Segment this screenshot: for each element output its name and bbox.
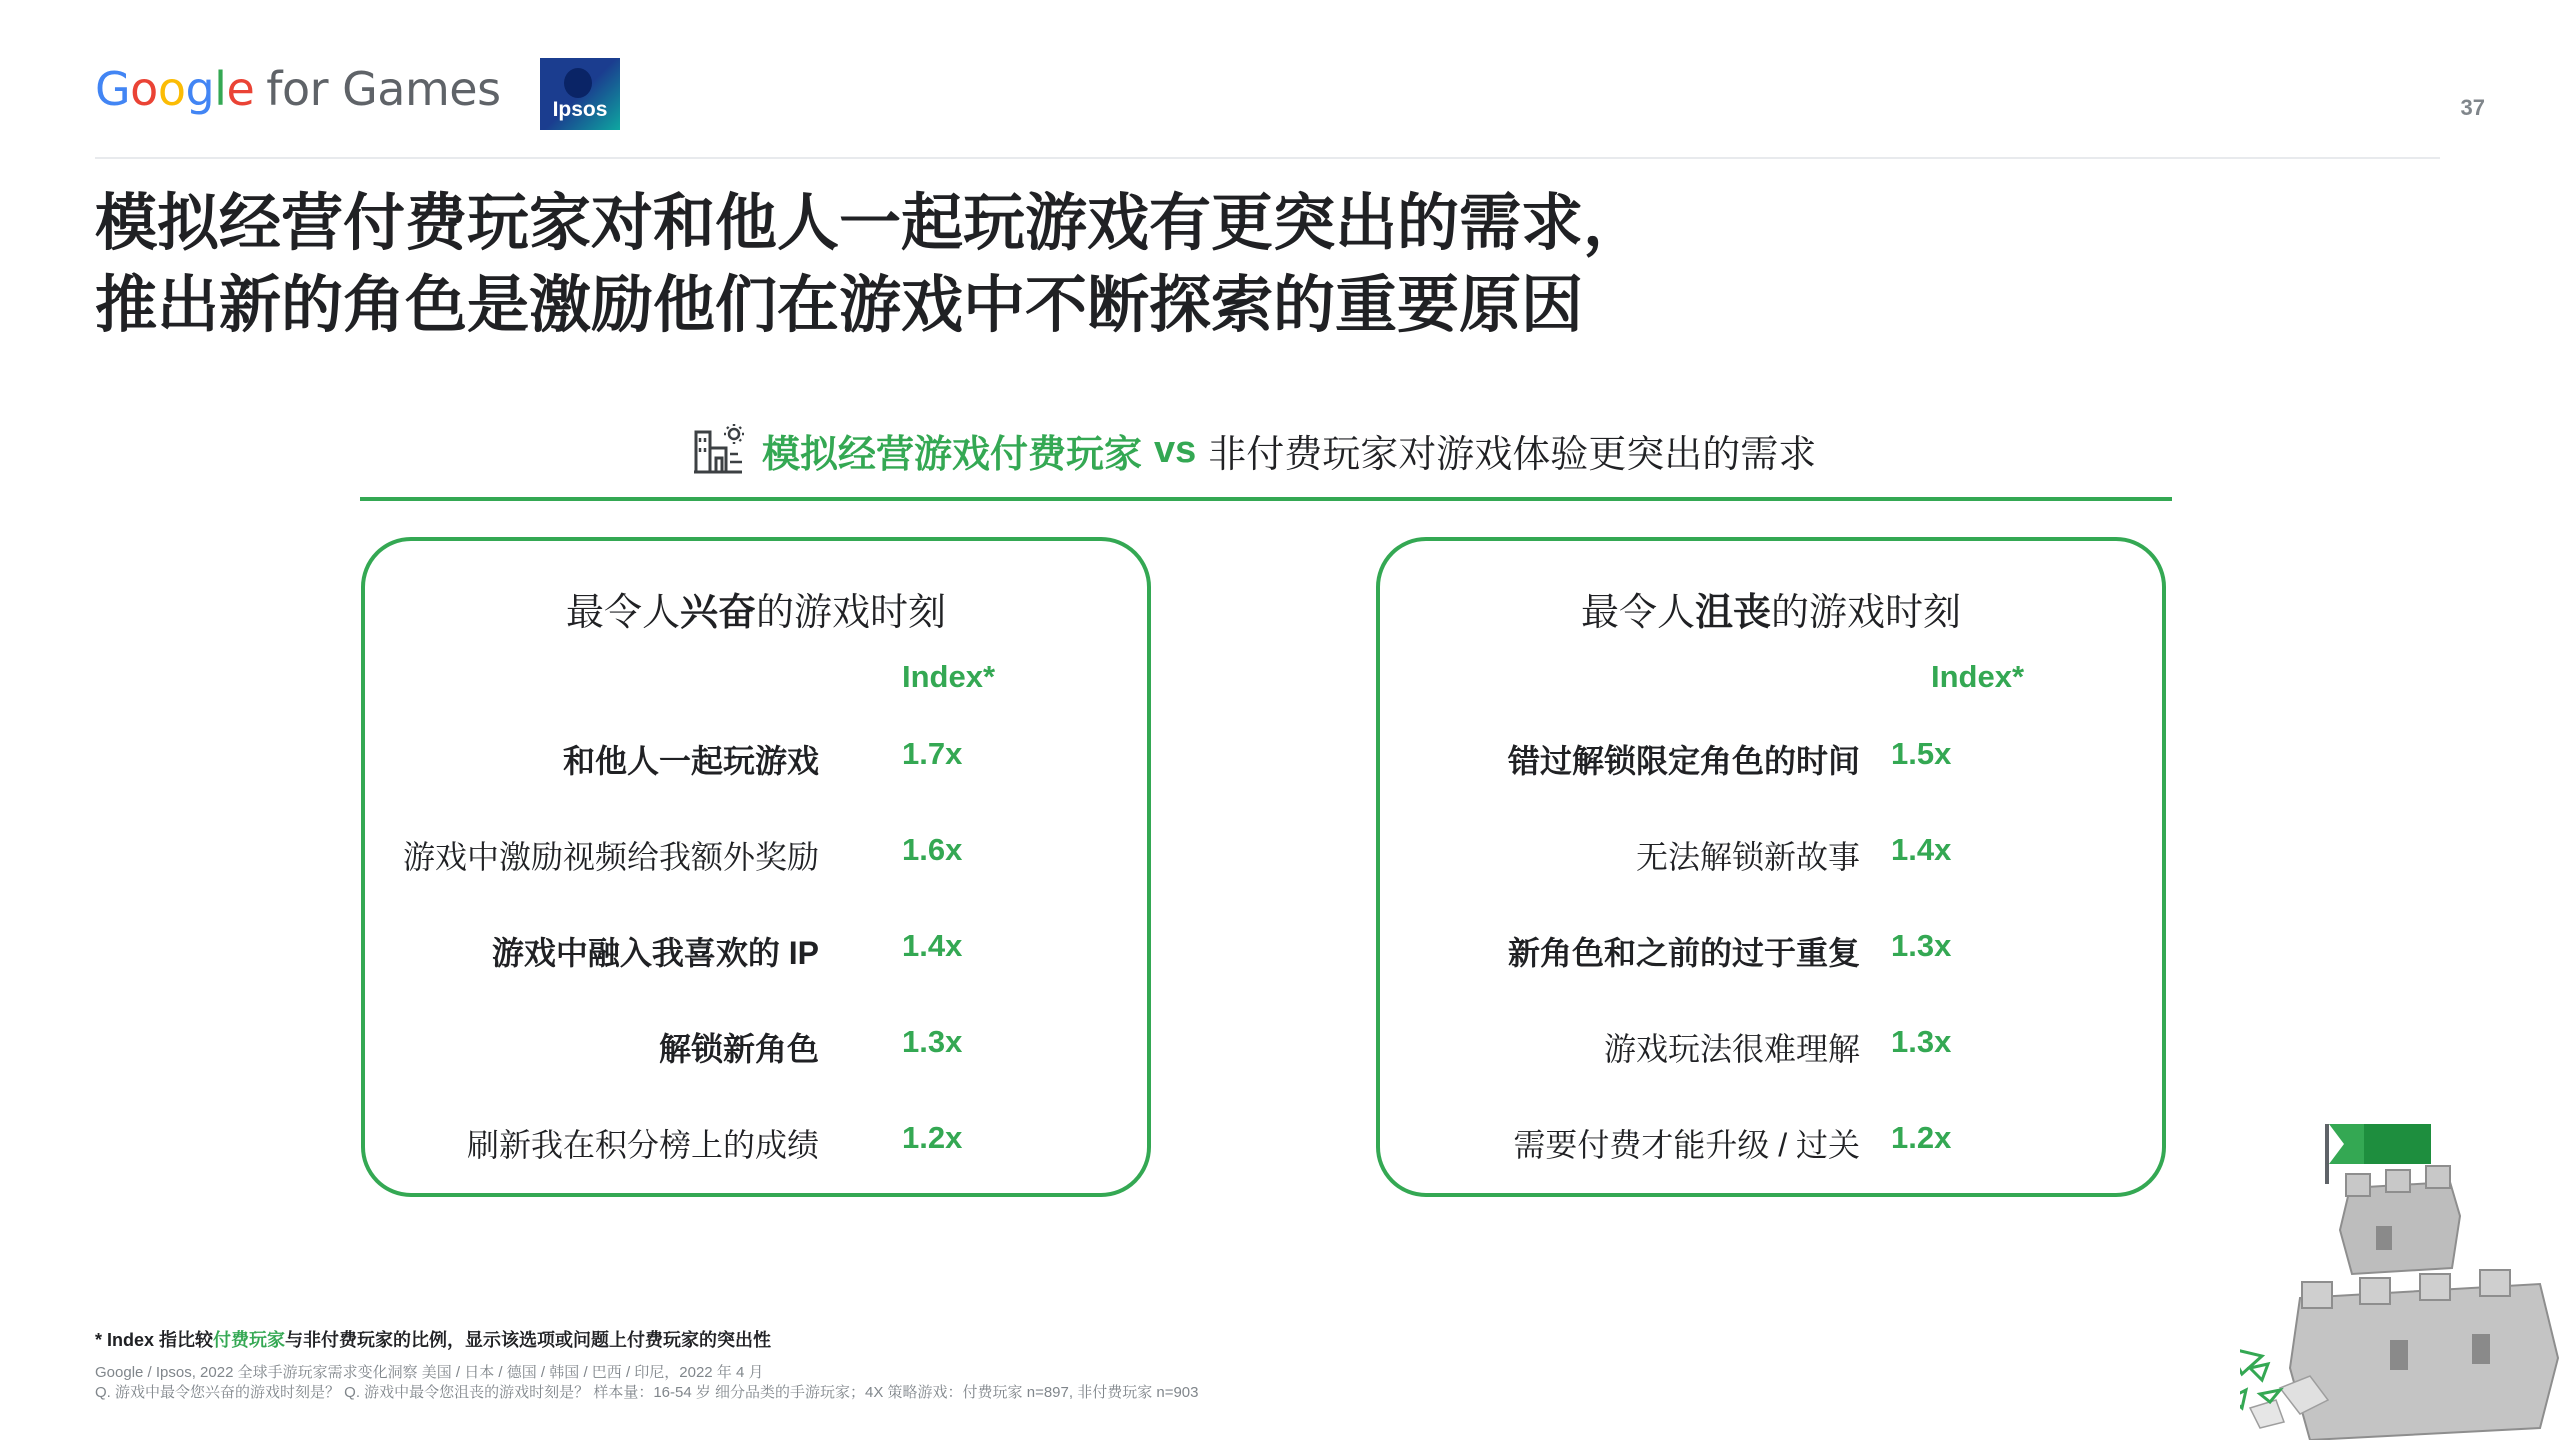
question-line: Q. 游戏中最令您兴奋的游戏时刻是？ Q. 游戏中最令您沮丧的游戏时刻是？ 样本量：16-54 岁 细分品类的手游玩家；4X 策略游戏：付费玩家 n=897, 非付费玩家 n=903 (95, 1384, 1199, 1401)
item-label: 刷新我在积分榜上的成绩 (466, 1127, 819, 1163)
index-value: 1.3x (1891, 1024, 1952, 1059)
index-value: 1.7x (902, 736, 963, 771)
index-footnote: * Index 指比较付费玩家与非付费玩家的比例，显示该选项或问题上付费玩家的突出性 (95, 1330, 772, 1350)
google-logo-word: Google (95, 62, 255, 116)
item-label: 和他人一起玩游戏 (562, 743, 819, 779)
subtitle-underline (360, 497, 2172, 501)
list-item (1380, 928, 2162, 971)
index-header: Index* (1931, 659, 2025, 694)
item-label: 游戏中激励视频给我额外奖励 (402, 839, 819, 875)
city-building-icon (690, 422, 746, 478)
list-item (365, 1120, 1147, 1163)
ipsos-logo (540, 58, 620, 130)
header-divider (95, 157, 2440, 159)
list-item (1380, 1120, 2162, 1163)
page-title (95, 183, 1645, 347)
index-value: 1.3x (902, 1024, 963, 1059)
index-value: 1.6x (902, 832, 963, 867)
item-label: 游戏玩法很难理解 (1603, 1031, 1860, 1067)
subtitle-vs: vs (1154, 428, 1197, 471)
page-title-line-2: 推出新的角色是激励他们在游戏中不断探索的重要原因 (95, 271, 1584, 340)
card-title: 最令人兴奋的游戏时刻 (565, 592, 947, 634)
list-item (1380, 736, 2162, 779)
item-label: 无法解锁新故事 (1635, 839, 1860, 875)
source-line: Google / Ipsos, 2022 全球手游玩家需求变化洞察 美国 / 日本 / 德国 / 韩国 / 巴西 / 印尼，2022 年 4 月 (95, 1364, 764, 1381)
item-label: 游戏中融入我喜欢的 IP (491, 935, 819, 971)
subtitle-rest: 非付费玩家对游戏体验更突出的需求 (1208, 433, 1817, 476)
list-item (365, 832, 1147, 875)
google-for-games-logo (95, 62, 501, 116)
item-label: 需要付费才能升级 / 过关 (1513, 1127, 1860, 1163)
index-value: 1.2x (1891, 1120, 1952, 1155)
section-subtitle (690, 418, 1816, 482)
list-item (1380, 832, 2162, 875)
list-item (365, 736, 1147, 779)
index-header: Index* (902, 659, 996, 694)
index-value: 1.4x (1891, 832, 1952, 867)
list-item (1380, 1024, 2162, 1067)
index-value: 1.4x (902, 928, 963, 963)
ipsos-logo-text: Ipsos (552, 98, 608, 121)
page-number: 37 (2460, 95, 2485, 120)
google-logo-suffix: for Games (266, 62, 501, 116)
index-value: 1.5x (1891, 736, 1952, 771)
item-label: 新角色和之前的过于重复 (1507, 935, 1860, 971)
subtitle-highlight: 模拟经营游戏付费玩家 (762, 433, 1143, 476)
frustrating-moments-card (1376, 537, 2166, 1197)
source-footnote (95, 1363, 1199, 1403)
castle-illustration (2240, 1108, 2560, 1440)
list-item (365, 928, 1147, 971)
item-label: 解锁新角色 (658, 1031, 819, 1067)
exciting-moments-card (361, 537, 1151, 1197)
page-title-line-1: 模拟经营付费玩家对和他人一起玩游戏有更突出的需求， (95, 189, 1646, 258)
list-item (365, 1024, 1147, 1067)
index-value: 1.2x (902, 1120, 963, 1155)
item-label: 错过解锁限定角色的时间 (1507, 743, 1860, 779)
card-title: 最令人沮丧的游戏时刻 (1580, 592, 1962, 634)
index-value: 1.3x (1891, 928, 1952, 963)
